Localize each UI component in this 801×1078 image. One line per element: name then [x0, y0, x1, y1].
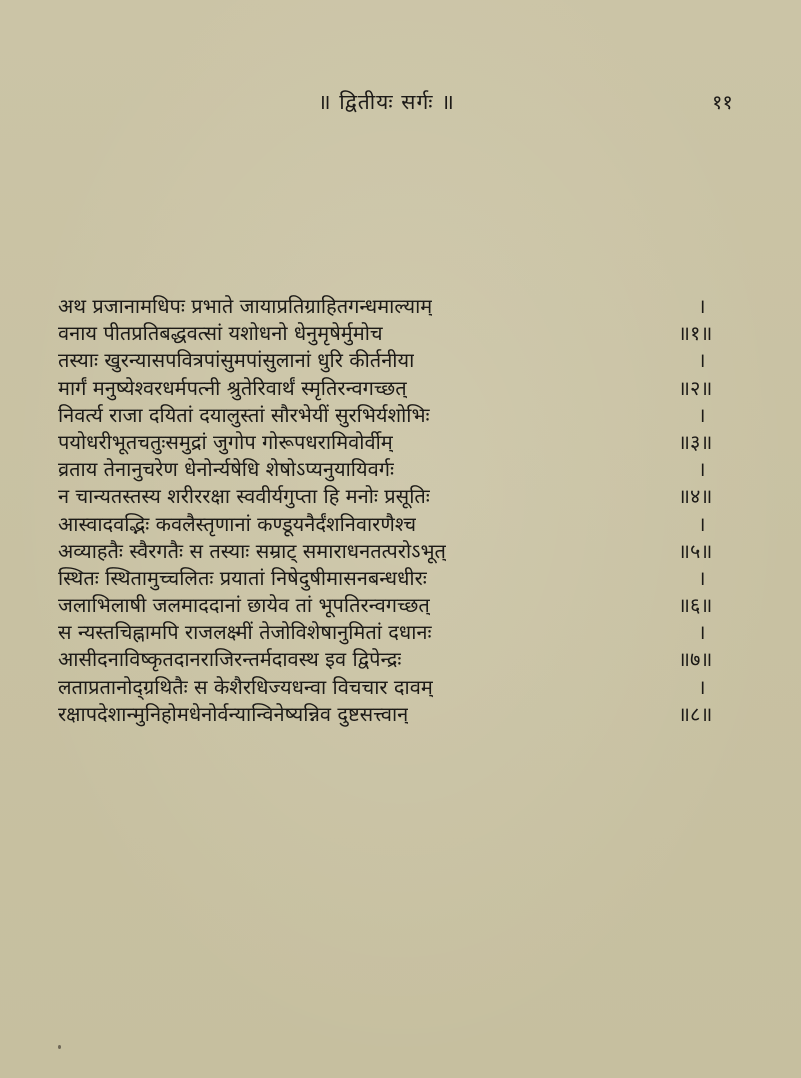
verse-number: ॥६॥ [678, 593, 713, 618]
verse-line [58, 674, 758, 701]
verse-text: रक्षापदेशान्मुनिहोमधेनोर्वन्यान्विनेष्यन्निव दुष्टसत्त्वान् [58, 701, 409, 726]
verse-line [58, 402, 758, 429]
verse-text: जलाभिलाषी जलमाददानां छायेव तां भूपतिरन्वगच्छत् [58, 593, 430, 618]
danda-mark: । [698, 565, 706, 590]
verse-text: लताप्रतानोद्ग्रथितैः स केशैरधिज्यधन्वा विचचार दावम् [58, 674, 433, 699]
verse-text: स्थितः स्थितामुच्चलितः प्रयातां निषेदुषीमासनबन्धधीरः [58, 565, 427, 590]
danda-mark: । [698, 511, 706, 536]
danda-mark: । [698, 294, 706, 318]
verse-text: न चान्यतस्तस्य शरीररक्षा स्ववीर्यगुप्ता हि मनोः प्रसूतिः [58, 484, 430, 509]
verse-number: ॥१॥ [678, 321, 713, 346]
danda-mark: । [698, 674, 706, 699]
verse-line [58, 701, 758, 728]
paper-speck [58, 1045, 61, 1049]
verse-line [58, 483, 758, 510]
verse-text: निवर्त्य राजा दयितां दयालुस्तां सौरभेयीं सुरभिर्यशोभिः [58, 402, 430, 427]
verse-block [58, 293, 758, 728]
danda-mark: । [698, 402, 706, 427]
verse-text: व्रताय तेनानुचरेण धेनोर्न्यषेधि शेषोऽप्यनुयायिवर्गः [58, 457, 394, 482]
verse-text: अव्याहतैः स्वैरगतैः स तस्याः सम्राट् समाराधनतत्परोऽभूत् [58, 538, 446, 563]
verse-line [58, 320, 758, 347]
verse-line [58, 565, 758, 592]
verse-number: ॥३॥ [678, 429, 713, 454]
verse-line [58, 293, 758, 320]
verse-number: ॥४॥ [678, 484, 713, 509]
verse-number: ॥८॥ [678, 701, 713, 726]
page-header [0, 88, 801, 118]
verse-number: ॥२॥ [678, 375, 713, 400]
verse-line [58, 619, 758, 646]
verse-line [58, 538, 758, 565]
verse-text: वनाय पीतप्रतिबद्धवत्सां यशोधनो धेनुमृषेर्मुमोच [58, 321, 383, 346]
verse-line [58, 592, 758, 619]
verse-line [58, 375, 758, 402]
verse-text: मार्गं मनुष्येश्वरधर्मपत्नी श्रुतेरिवार्थं स्मृतिरन्वगच्छत् [58, 375, 407, 400]
verse-text: तस्याः खुरन्यासपवित्रपांसुमपांसुलानां धुरि कीर्तनीया [58, 348, 415, 373]
danda-mark: । [698, 348, 706, 373]
verse-line [58, 511, 758, 538]
verse-text: अथ प्रजानामधिपः प्रभाते जायाप्रतिग्राहितगन्धमाल्याम् [58, 294, 433, 318]
page-number: ११ [712, 90, 733, 114]
verse-line [58, 456, 758, 483]
verse-text: आसीदनाविष्कृतदानराजिरन्तर्मदावस्थ इव द्विपेन्द्रः [58, 647, 402, 672]
danda-mark: । [698, 457, 706, 482]
verse-line [58, 429, 758, 456]
verse-number: ॥५॥ [678, 538, 713, 563]
verse-text: आस्वादवद्भिः कवलैस्तृणानां कण्डूयनैर्दंशनिवारणैश्च [58, 511, 417, 536]
running-title: ॥ द्वितीयः सर्गः ॥ [318, 90, 455, 114]
verse-line [58, 347, 758, 374]
verse-text: पयोधरीभूतचतुःसमुद्रां जुगोप गोरूपधरामिवोर्वीम् [58, 429, 393, 454]
danda-mark: । [698, 620, 706, 645]
verse-line [58, 646, 758, 673]
verse-number: ॥७॥ [678, 647, 713, 672]
verse-text: स न्यस्तचिह्नामपि राजलक्ष्मीं तेजोविशेषानुमितां दधानः [58, 620, 432, 645]
